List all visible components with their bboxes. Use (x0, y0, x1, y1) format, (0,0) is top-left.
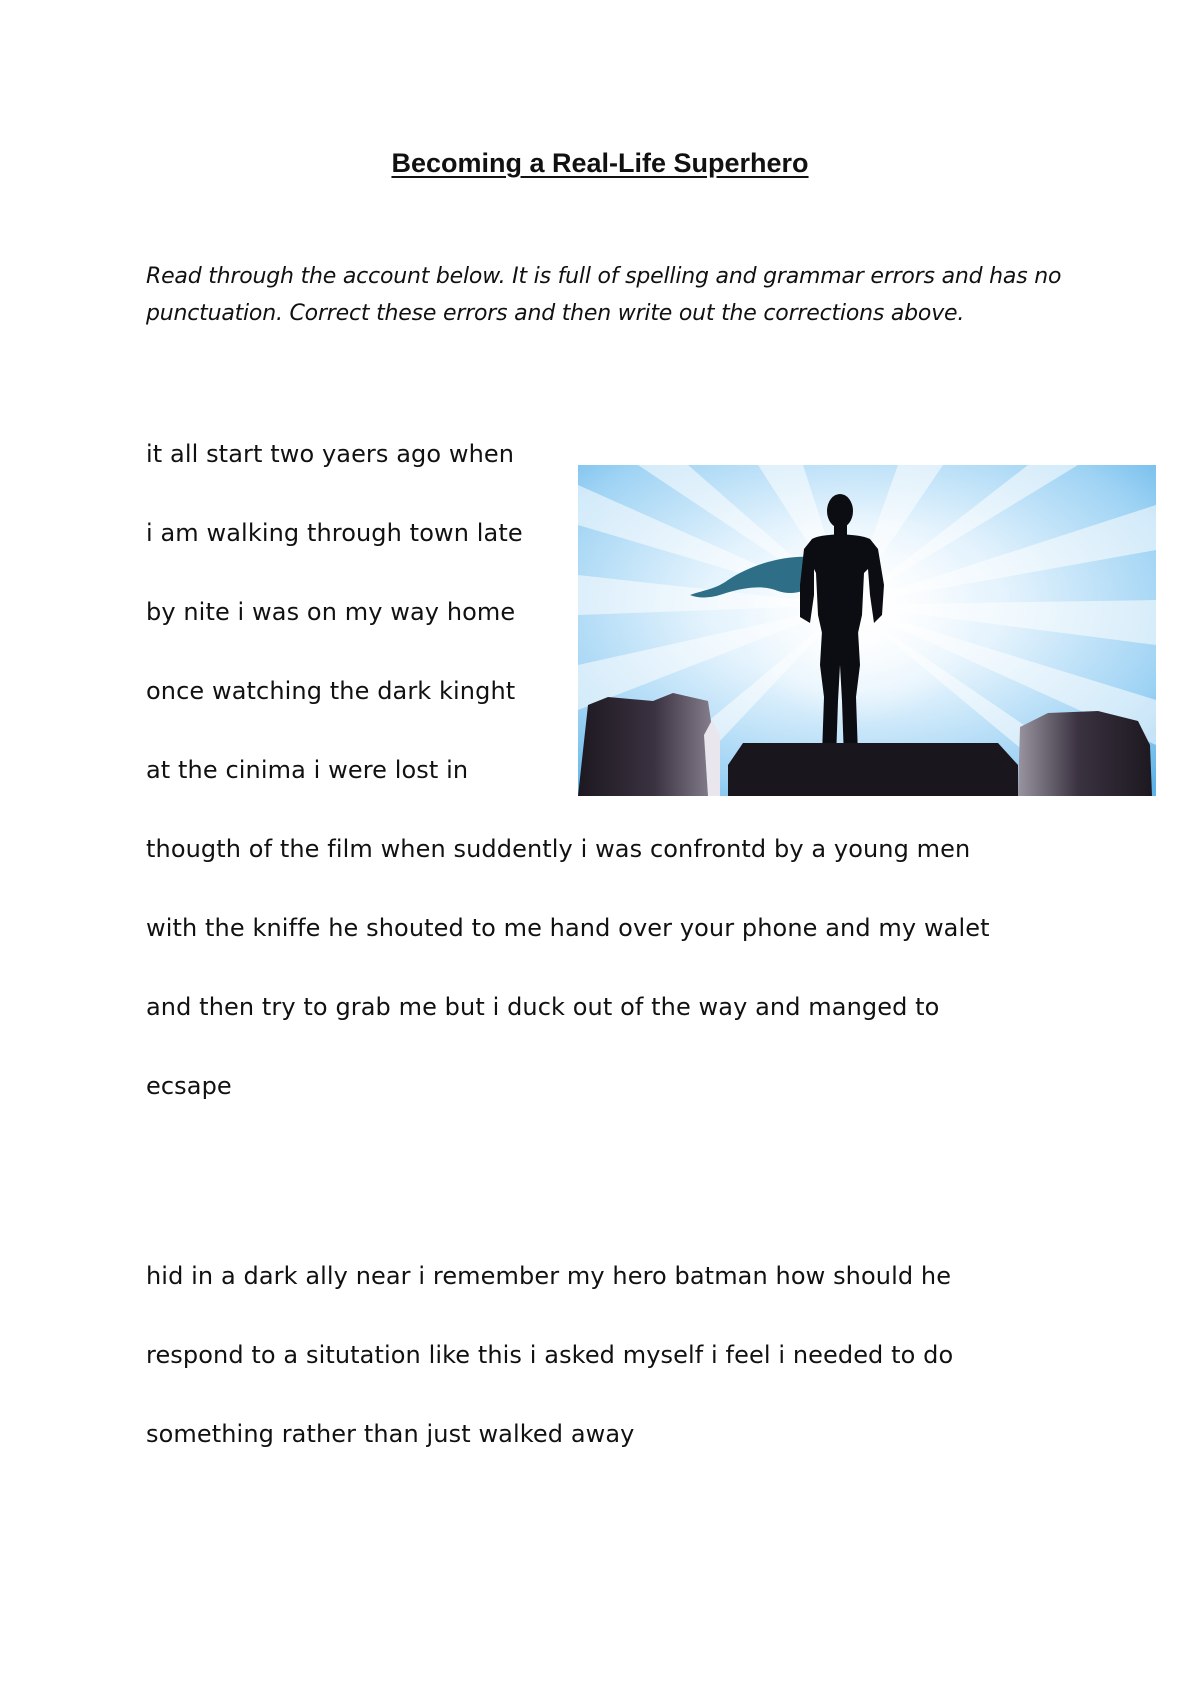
story-line: by nite i was on my way home (146, 598, 516, 626)
story-line: at the cinima i were lost in (146, 756, 469, 784)
story-line: once watching the dark kinght (146, 677, 516, 705)
story-line: with the kniffe he shouted to me hand over your phone and my walet (146, 914, 990, 942)
story-line: it all start two yaers ago when (146, 440, 515, 468)
story-line: hid in a dark ally near i remember my hero batman how should he (146, 1262, 952, 1290)
page-title: Becoming a Real-Life Superhero (391, 148, 809, 178)
superhero-silhouette-icon (578, 465, 1156, 796)
story-line: something rather than just walked away (146, 1420, 635, 1448)
story-line: respond to a situtation like this i asked myself i feel i needed to do (146, 1341, 954, 1369)
instructions-text: Read through the account below. It is full of spelling and grammar errors and has no punctuation. Correct these errors and then write out the corrections above. (146, 264, 1062, 326)
story-line: i am walking through town late (146, 519, 523, 547)
story-line: thougth of the film when suddently i was confrontd by a young men (146, 835, 971, 863)
story-line: and then try to grab me but i duck out of the way and manged to (146, 993, 940, 1021)
story-line: ecsape (146, 1072, 232, 1100)
